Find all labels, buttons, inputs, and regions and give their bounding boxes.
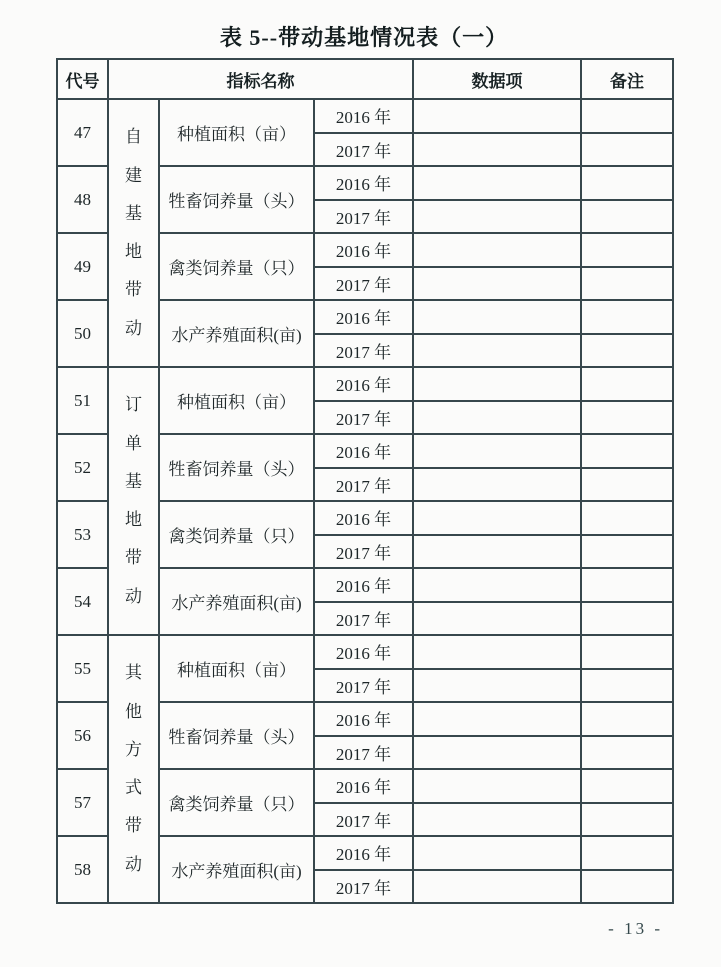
data-item-cell [413, 602, 581, 636]
remark-cell [581, 434, 673, 468]
table-row [57, 367, 673, 401]
indicator-cell: 水产养殖面积(亩) [159, 836, 314, 903]
group-label: 订单基地带动 [125, 395, 142, 606]
year-cell: 2017 年 [314, 602, 413, 636]
year-cell: 2016 年 [314, 501, 413, 535]
remark-cell [581, 99, 673, 133]
indicator-cell: 牲畜饲养量（头） [159, 434, 314, 501]
code-cell: 57 [57, 769, 108, 836]
data-item-cell [413, 267, 581, 301]
data-item-cell [413, 468, 581, 502]
year-cell: 2016 年 [314, 769, 413, 803]
remark-cell [581, 300, 673, 334]
code-cell: 52 [57, 434, 108, 501]
data-item-cell [413, 501, 581, 535]
header-row [57, 59, 673, 99]
remark-cell [581, 133, 673, 167]
remark-cell [581, 401, 673, 435]
indicator-cell: 禽类饲养量（只） [159, 769, 314, 836]
data-item-cell [413, 367, 581, 401]
indicator-cell: 牲畜饲养量（头） [159, 702, 314, 769]
year-cell: 2017 年 [314, 870, 413, 904]
data-item-cell [413, 166, 581, 200]
remark-cell [581, 200, 673, 234]
data-item-cell [413, 535, 581, 569]
table-row [57, 99, 673, 133]
data-item-cell [413, 233, 581, 267]
data-item-cell [413, 300, 581, 334]
data-item-cell [413, 200, 581, 234]
header-code: 代号 [57, 59, 108, 99]
remark-cell [581, 535, 673, 569]
remark-cell [581, 166, 673, 200]
remark-cell [581, 501, 673, 535]
data-item-cell [413, 870, 581, 904]
year-cell: 2017 年 [314, 535, 413, 569]
year-cell: 2017 年 [314, 267, 413, 301]
data-item-cell [413, 434, 581, 468]
year-cell: 2017 年 [314, 334, 413, 368]
document-title: 表 5--带动基地情况表（一） [219, 25, 509, 50]
year-cell: 2016 年 [314, 836, 413, 870]
data-item-cell [413, 836, 581, 870]
remark-cell [581, 769, 673, 803]
year-cell: 2017 年 [314, 133, 413, 167]
year-cell: 2017 年 [314, 200, 413, 234]
group-cell [108, 635, 159, 903]
table-header [57, 59, 673, 99]
code-cell: 47 [57, 99, 108, 166]
year-cell: 2017 年 [314, 736, 413, 770]
header-indicator-name: 指标名称 [108, 59, 413, 99]
year-cell: 2016 年 [314, 568, 413, 602]
indicator-cell: 种植面积（亩） [159, 367, 314, 434]
data-item-cell [413, 769, 581, 803]
remark-cell [581, 267, 673, 301]
table-row [57, 635, 673, 669]
remark-cell [581, 669, 673, 703]
remark-cell [581, 870, 673, 904]
header-remark: 备注 [581, 59, 673, 99]
data-item-cell [413, 133, 581, 167]
indicator-cell: 种植面积（亩） [159, 99, 314, 166]
code-cell: 53 [57, 501, 108, 568]
indicator-cell: 禽类饲养量（只） [159, 233, 314, 300]
year-cell: 2016 年 [314, 233, 413, 267]
data-item-cell [413, 334, 581, 368]
data-item-cell [413, 803, 581, 837]
remark-cell [581, 736, 673, 770]
code-cell: 48 [57, 166, 108, 233]
year-cell: 2017 年 [314, 803, 413, 837]
group-cell [108, 99, 159, 367]
remark-cell [581, 334, 673, 368]
year-cell: 2016 年 [314, 367, 413, 401]
group-cell [108, 367, 159, 635]
indicator-cell: 牲畜饲养量（头） [159, 166, 314, 233]
group-label: 其他方式带动 [125, 663, 142, 874]
year-cell: 2016 年 [314, 434, 413, 468]
data-item-cell [413, 568, 581, 602]
year-cell: 2016 年 [314, 166, 413, 200]
code-cell: 56 [57, 702, 108, 769]
code-cell: 49 [57, 233, 108, 300]
data-item-cell [413, 635, 581, 669]
remark-cell [581, 836, 673, 870]
indicator-cell: 禽类饲养量（只） [159, 501, 314, 568]
data-item-cell [413, 736, 581, 770]
table-body [57, 99, 673, 903]
data-item-cell [413, 99, 581, 133]
remark-cell [581, 568, 673, 602]
indicator-cell: 种植面积（亩） [159, 635, 314, 702]
year-cell: 2017 年 [314, 401, 413, 435]
indicator-cell: 水产养殖面积(亩) [159, 568, 314, 635]
data-item-cell [413, 401, 581, 435]
year-cell: 2016 年 [314, 99, 413, 133]
year-cell: 2016 年 [314, 702, 413, 736]
code-cell: 50 [57, 300, 108, 367]
base-situation-table [56, 58, 674, 904]
indicator-cell: 水产养殖面积(亩) [159, 300, 314, 367]
remark-cell [581, 602, 673, 636]
header-data-item: 数据项 [413, 59, 581, 99]
data-item-cell [413, 702, 581, 736]
page-number: - 13 - [608, 919, 663, 938]
remark-cell [581, 702, 673, 736]
code-cell: 55 [57, 635, 108, 702]
code-cell: 54 [57, 568, 108, 635]
data-item-cell [413, 669, 581, 703]
code-cell: 51 [57, 367, 108, 434]
remark-cell [581, 803, 673, 837]
remark-cell [581, 468, 673, 502]
year-cell: 2017 年 [314, 468, 413, 502]
remark-cell [581, 367, 673, 401]
code-cell: 58 [57, 836, 108, 903]
remark-cell [581, 233, 673, 267]
year-cell: 2016 年 [314, 635, 413, 669]
remark-cell [581, 635, 673, 669]
year-cell: 2016 年 [314, 300, 413, 334]
year-cell: 2017 年 [314, 669, 413, 703]
group-label: 自建基地带动 [125, 127, 142, 338]
